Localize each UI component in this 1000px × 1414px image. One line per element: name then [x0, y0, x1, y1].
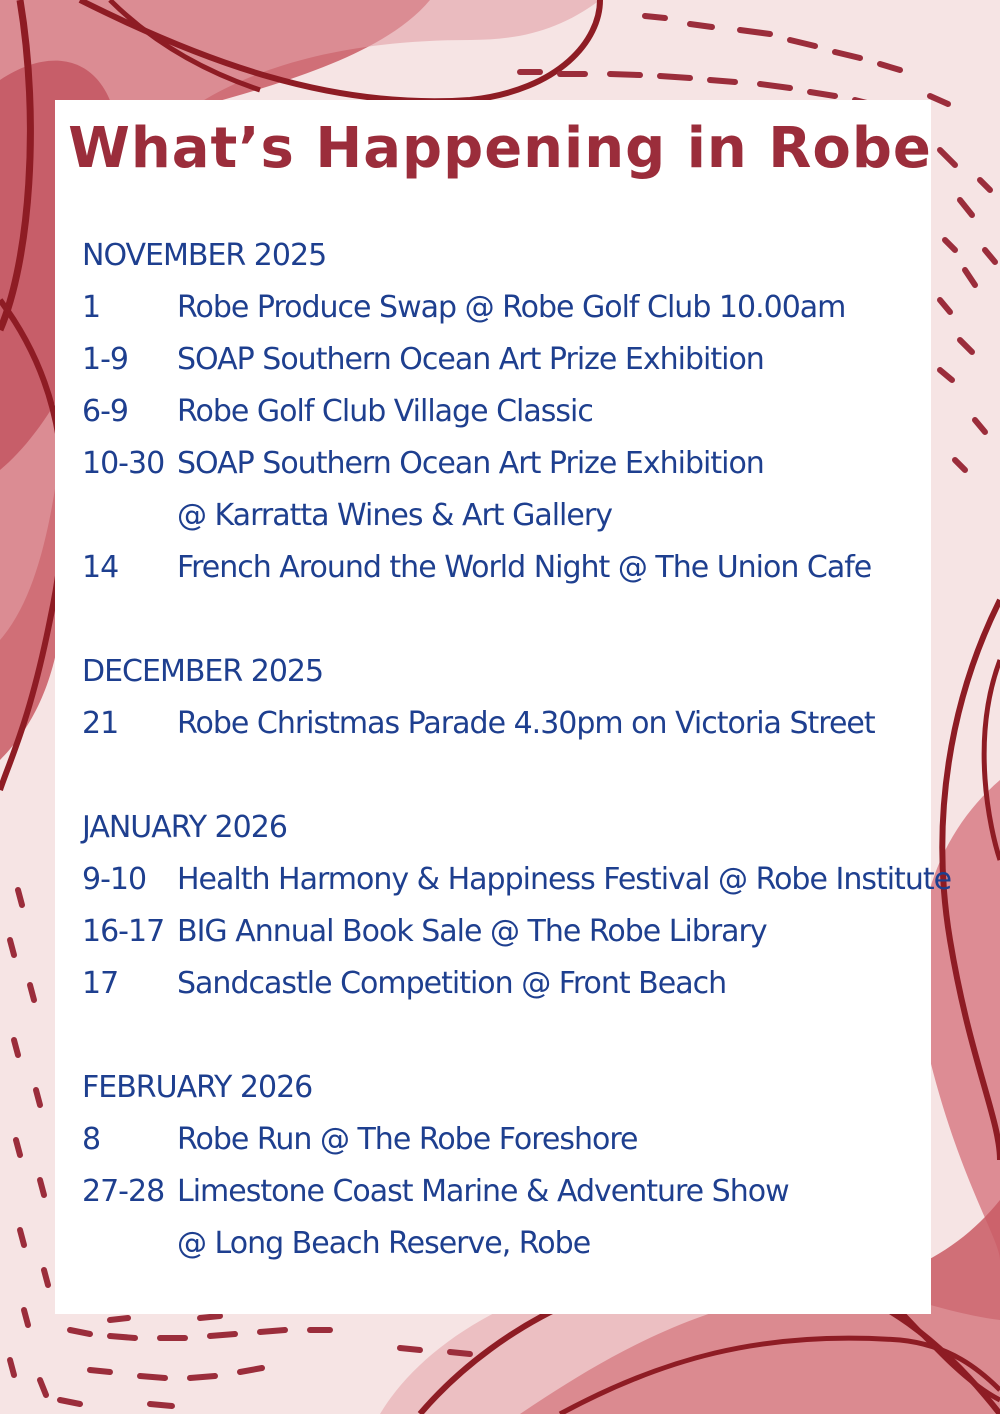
- event-date: 10-30: [82, 446, 165, 481]
- section-spacer: [82, 1010, 982, 1062]
- month-heading: FEBRUARY 2026: [82, 1070, 313, 1105]
- event-date: 14: [82, 550, 119, 585]
- event-date: 6-9: [82, 394, 128, 429]
- event-description: Sandcastle Competition @ Front Beach: [177, 966, 727, 1001]
- event-date: 27-28: [82, 1174, 165, 1209]
- event-date: 21: [82, 706, 119, 741]
- event-description: Limestone Coast Marine & Adventure Show: [177, 1174, 789, 1209]
- event-description: Health Harmony & Happiness Festival @ Robe Institute: [177, 862, 952, 897]
- event-row: [82, 438, 982, 490]
- event-row: [82, 282, 982, 334]
- page-title: What’s Happening in Robe: [68, 116, 932, 181]
- event-date: 1-9: [82, 342, 128, 377]
- event-description: French Around the World Night @ The Union Cafe: [177, 550, 872, 585]
- month-heading: DECEMBER 2025: [82, 654, 324, 689]
- event-description: @ Karratta Wines & Art Gallery: [177, 498, 612, 533]
- event-date: 9-10: [82, 862, 147, 897]
- event-date: 16-17: [82, 914, 165, 949]
- event-row: [82, 906, 982, 958]
- event-description: Robe Run @ The Robe Foreshore: [177, 1122, 638, 1157]
- month-heading: JANUARY 2026: [82, 810, 287, 845]
- section-spacer: [82, 594, 982, 646]
- event-row: [82, 386, 982, 438]
- event-row: [82, 958, 982, 1010]
- event-description: BIG Annual Book Sale @ The Robe Library: [177, 914, 767, 949]
- event-date: 17: [82, 966, 119, 1001]
- event-row: [82, 1166, 982, 1218]
- event-description: SOAP Southern Ocean Art Prize Exhibition: [177, 342, 764, 377]
- event-row-continuation: [82, 490, 982, 542]
- event-row: [82, 542, 982, 594]
- event-description: Robe Christmas Parade 4.30pm on Victoria Street: [177, 706, 875, 741]
- events-list: [82, 230, 982, 1270]
- event-date: 8: [82, 1122, 101, 1157]
- event-date: 1: [82, 290, 101, 325]
- event-description: Robe Produce Swap @ Robe Golf Club 10.00am: [177, 290, 846, 325]
- event-row: [82, 1114, 982, 1166]
- event-description: @ Long Beach Reserve, Robe: [177, 1226, 591, 1261]
- event-row: [82, 854, 982, 906]
- month-heading: NOVEMBER 2025: [82, 238, 327, 273]
- event-row: [82, 698, 982, 750]
- event-description: SOAP Southern Ocean Art Prize Exhibition: [177, 446, 764, 481]
- event-row-continuation: [82, 1218, 982, 1270]
- section-spacer: [82, 750, 982, 802]
- event-row: [82, 334, 982, 386]
- event-description: Robe Golf Club Village Classic: [177, 394, 593, 429]
